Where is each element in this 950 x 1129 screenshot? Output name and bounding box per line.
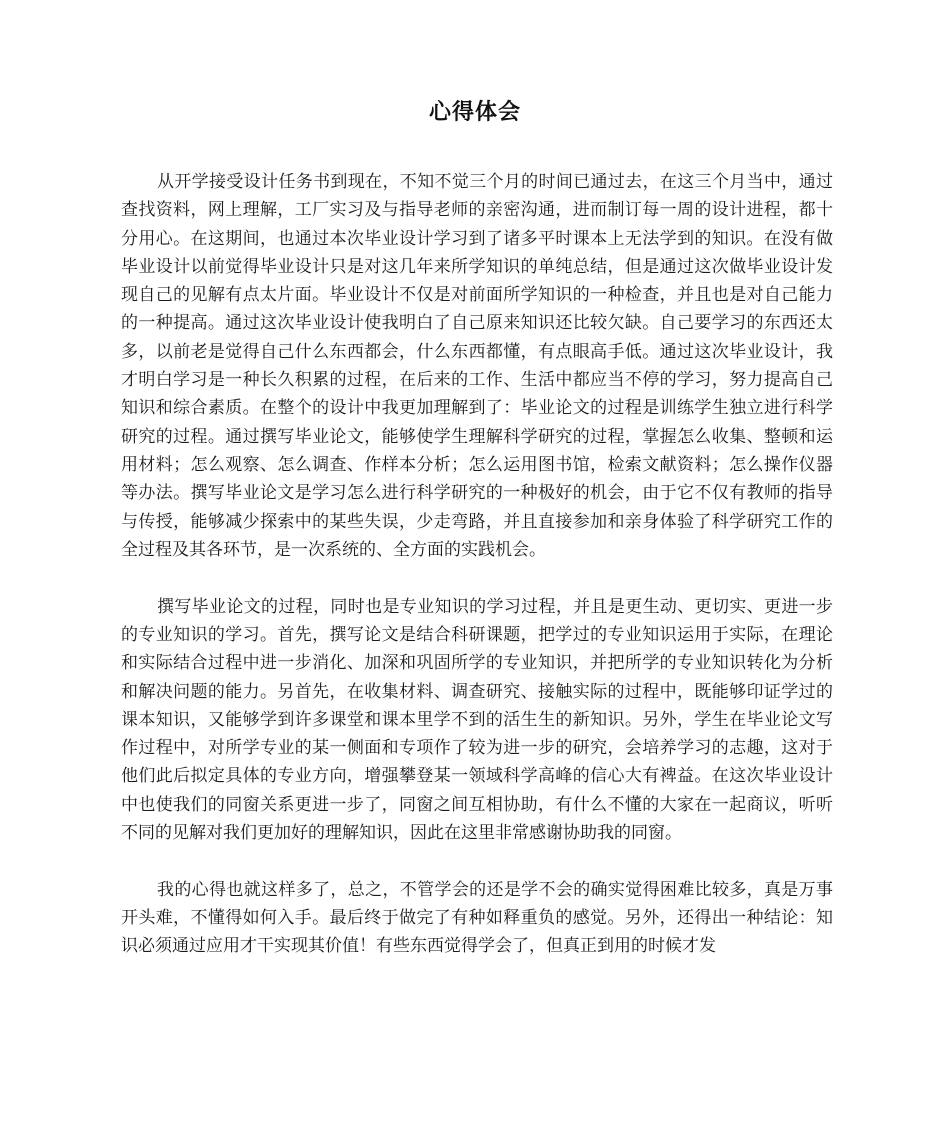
paragraph-3: 我的心得也就这样多了，总之，不管学会的还是学不会的确实觉得困难比较多，真是万事开头难，不懂得如何入手。最后终于做完了有种如释重负的感觉。另外，还得出一种结论：知识必须通过应用才干实现其价值！有些东西觉得学会了，但真正到用的时候才发 [121, 879, 833, 957]
page-title: 心得体会 [428, 100, 521, 125]
paragraph-1: 从开学接受设计任务书到现在，不知不觉三个月的时间已通过去，在这三个月当中，通过查找资料，网上理解，工厂实习及与指导老师的亲密沟通，进而制订每一周的设计进程，都十分用心。在这期间，也通过本次毕业设计学习到了诸多平时课本上无法学到的知识。在没有做毕业设计以前觉得毕业设计只是对这几年来所学知识的单纯总结，但是通过这次做毕业设计发现自己的见解有点太片面。毕业设计不仅是对前面所学知识的一种检查，并且也是对自己能力的一种提高。通过这次毕业设计使我明白了自己原来知识还比较欠缺。自己要学习的东西还太多，以前老是觉得自己什么东西都会，什么东西都懂，有点眼高手低。通过这次毕业设计，我才明白学习是一种长久积累的过程，在后来的工作、生活中都应当不停的学习，努力提高自己知识和综合素质。在整个的设计中我更加理解到了：毕业论文的过程是训练学生独立进行科学研究的过程。通过撰写毕业论文，能够使学生理解科学研究的过程，掌握怎么收集、整顿和运用材料；怎么观察、怎么调查、作样本分析；怎么运用图书馆，检索文献资料；怎么操作仪器等办法。撰写毕业论文是学习怎么进行科学研究的一种极好的机会，由于它不仅有教师的指导与传授，能够减少探索中的某些失误，少走弯路，并且直接参加和亲身体验了科学研究工作的全过程及其各环节，是一次系统的、全方面的实践机会。 [121, 172, 833, 560]
document-body [121, 168, 833, 989]
paragraph-2: 撰写毕业论文的过程，同时也是专业知识的学习过程，并且是更生动、更切实、更进一步的专业知识的学习。首先，撰写论文是结合科研课题，把学过的专业知识运用于实际，在理论和实际结合过程中进一步消化、加深和巩固所学的专业知识，并把所学的专业知识转化为分析和解决问题的能力。另首先，在收集材料、调查研究、接触实际的过程中，既能够印证学过的课本知识，又能够学到许多课堂和课本里学不到的活生生的新知识。另外，学生在毕业论文写作过程中，对所学专业的某一侧面和专项作了较为进一步的研究，会培养学习的志趣，这对于他们此后拟定具体的专业方向，增强攀登某一领域科学高峰的信心大有裨益。在这次毕业设计中也使我们的同窗关系更进一步了，同窗之间互相协助，有什么不懂的大家在一起商议，听听不同的见解对我们更加好的理解知识，因此在这里非常感谢协助我的同窗。 [121, 596, 833, 844]
